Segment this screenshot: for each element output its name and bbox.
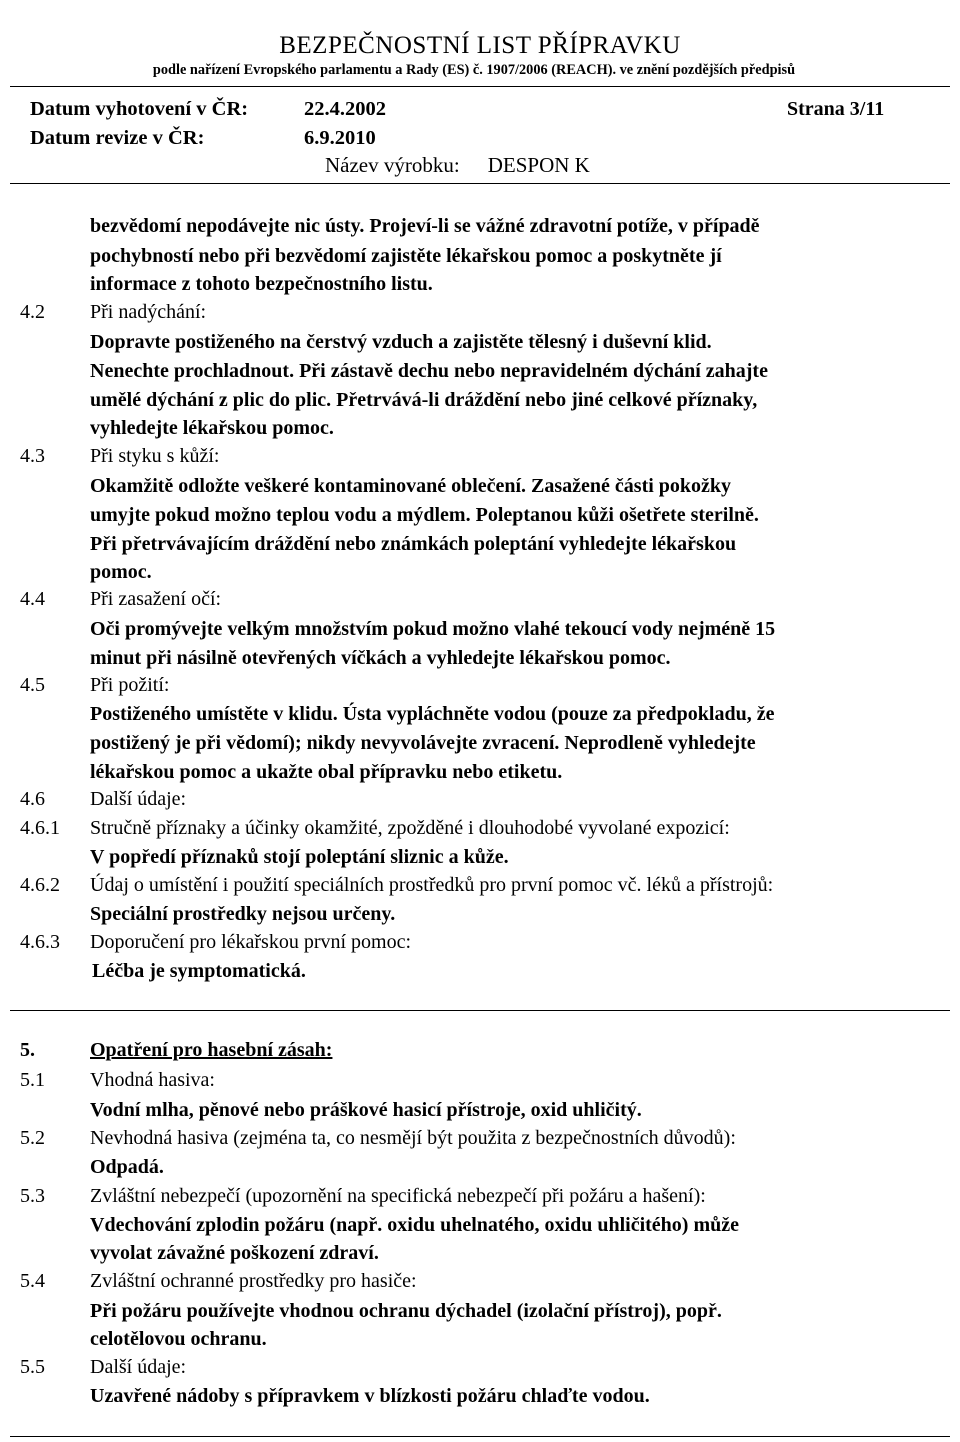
header-divider — [10, 86, 950, 87]
created-date — [30, 98, 386, 121]
section-5-4-number: 5.4 — [20, 1270, 45, 1292]
section-4-2-title: Při nadýchání: — [90, 301, 207, 323]
text-line: vyvolat závažné poškození zdraví. — [90, 1242, 379, 1264]
section-4-5-number: 4.5 — [20, 674, 45, 696]
text-line: Vodní mlha, pěnové nebo práškové hasicí přístroje, oxid uhličitý. — [90, 1099, 642, 1121]
text-line: Dopravte postiženého na čerstvý vzduch a zajistěte tělesný i duševní klid. — [90, 331, 712, 353]
text-line: Oči promývejte velkým množstvím pokud možno vlahé tekoucí vody nejméně 15 — [90, 618, 776, 640]
text-line: Nenechte prochladnout. Při zástavě dechu nebo nepravidelném dýchání zahajte — [90, 360, 768, 382]
text-line: Uzavřené nádoby s přípravkem v blízkosti požáru chlaďte vodou. — [90, 1385, 650, 1407]
section-4-2-number: 4.2 — [20, 301, 45, 323]
section-5-5-title: Další údaje: — [90, 1356, 187, 1378]
section-5-1-title: Vhodná hasiva: — [90, 1069, 215, 1091]
section-4-4-title: Při zasažení očí: — [90, 588, 222, 610]
text-line: Postiženého umístěte v klidu. Ústa vypláchněte vodou (pouze za předpokladu, že — [90, 703, 775, 725]
text-line: Při požáru používejte vhodnou ochranu dýchadel (izolační přístroj), popř. — [90, 1300, 722, 1322]
text-line: bezvědomí nepodávejte nic ústy. Projeví-li se vážné zdravotní potíže, v případě — [90, 215, 760, 237]
section-5-3-title: Zvláštní nebezpečí (upozornění na specifická nebezpečí při požáru a hašení): — [90, 1185, 706, 1207]
section-5-2-title: Nevhodná hasiva (zejména ta, co nesmějí být použita z bezpečnostních důvodů): — [90, 1127, 736, 1149]
created-date-label: Datum vyhotovení v ČR: — [30, 98, 249, 120]
text-line: Speciální prostředky nejsou určeny. — [90, 903, 396, 925]
section-5-2-number: 5.2 — [20, 1127, 45, 1149]
section-5-5-number: 5.5 — [20, 1356, 45, 1378]
revised-date-label: Datum revize v ČR: — [30, 127, 205, 149]
section-4-3-number: 4.3 — [20, 445, 45, 467]
text-line: Odpadá. — [90, 1156, 164, 1178]
section-4-6-2-title: Údaj o umístění i použití speciálních prostředků pro první pomoc vč. léků a přístrojů: — [90, 874, 774, 896]
section-5-4-title: Zvláštní ochranné prostředky pro hasiče: — [90, 1270, 417, 1292]
section-4-6-number: 4.6 — [20, 788, 45, 810]
section-divider — [10, 1010, 950, 1011]
created-date-value: 22.4.2002 — [304, 98, 386, 120]
section-4-6-1-number: 4.6.1 — [20, 817, 60, 839]
text-line: V popředí příznaků stojí poleptání sliznic a kůže. — [90, 846, 509, 868]
section-4-6-2-number: 4.6.2 — [20, 874, 60, 896]
section-5-3-number: 5.3 — [20, 1185, 45, 1207]
revised-date-value: 6.9.2010 — [304, 127, 376, 149]
text-line: umělé dýchání z plic do plic. Přetrvává-li dráždění nebo jiné celkové příznaky, — [90, 389, 758, 411]
document-title: BEZPEČNOSTNÍ LIST PŘÍPRAVKU — [279, 32, 681, 59]
text-line: postižený je při vědomí); nikdy nevyvolávejte zvracení. Neprodleně vyhledejte — [90, 732, 756, 754]
text-line: Při přetrvávajícím dráždění nebo známkách poleptání vyhledejte lékařskou — [90, 533, 737, 555]
section-4-5-title: Při požití: — [90, 674, 170, 696]
product-name-value: DESPON K — [487, 153, 590, 177]
text-line: informace z tohoto bezpečnostního listu. — [90, 273, 433, 295]
section-4-6-3-title: Doporučení pro lékařskou první pomoc: — [90, 931, 412, 953]
text-line: Vdechování zplodin požáru (např. oxidu uhelnatého, oxidu uhličitého) může — [90, 1214, 739, 1236]
revised-date — [30, 127, 376, 150]
footer-divider — [10, 1436, 950, 1437]
page-number: Strana 3/11 — [787, 98, 885, 120]
section-5-title: Opatření pro hasební zásah: — [90, 1039, 333, 1061]
header-bottom-divider — [10, 183, 950, 184]
text-line: lékařskou pomoc a ukažte obal přípravku nebo etiketu. — [90, 761, 563, 783]
text-line: pomoc. — [90, 561, 152, 583]
text-line: umyjte pokud možno teplou vodu a mýdlem. Poleptanou kůži ošetřete sterilně. — [90, 504, 759, 526]
text-line: pochybností nebo při bezvědomí zajistěte lékařskou pomoc a poskytněte jí — [90, 245, 722, 267]
section-4-3-title: Při styku s kůží: — [90, 445, 220, 467]
text-line: minut při násilně otevřených víčkách a vyhledejte lékařskou pomoc. — [90, 647, 671, 669]
section-4-6-3-number: 4.6.3 — [20, 931, 60, 953]
section-4-4-number: 4.4 — [20, 588, 45, 610]
document-subtitle: podle nařízení Evropského parlamentu a Rady (ES) č. 1907/2006 (REACH). ve znění pozdějších předpisů — [152, 62, 796, 78]
text-line: Léčba je symptomatická. — [92, 960, 306, 982]
product-name-label: Název výrobku: — [325, 153, 460, 177]
text-line: celotělovou ochranu. — [90, 1328, 267, 1350]
section-4-6-1-title: Stručně příznaky a účinky okamžité, zpožděné i dlouhodobé vyvolané expozicí: — [90, 817, 730, 839]
section-5-number: 5. — [20, 1039, 35, 1061]
section-4-6-title: Další údaje: — [90, 788, 187, 810]
text-line: Okamžitě odložte veškeré kontaminované oblečení. Zasažené části pokožky — [90, 475, 732, 497]
text-line: vyhledejte lékařskou pomoc. — [90, 417, 334, 439]
section-5-1-number: 5.1 — [20, 1069, 45, 1091]
product-name — [325, 153, 590, 178]
